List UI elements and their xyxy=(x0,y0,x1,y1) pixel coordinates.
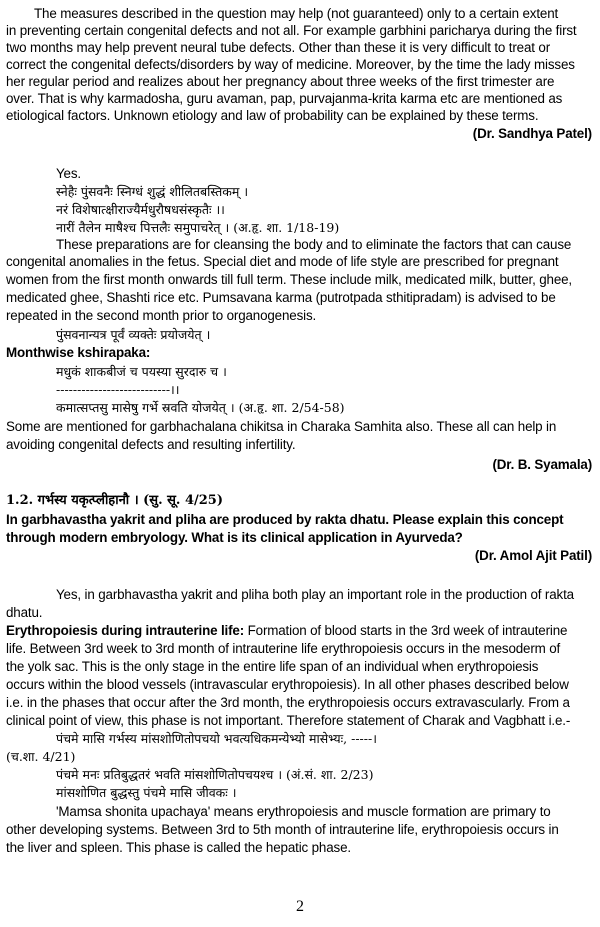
answer-line: The measures described in the question may help (not guaranteed) only to a certain extent xyxy=(34,6,559,21)
sanskrit-verse: मधुकं शाकबीजं च पयस्या सुरदारु च । xyxy=(56,364,227,379)
page-number: 2 xyxy=(296,898,304,915)
answer-line: These preparations are for cleansing the body and to eliminate the factors that can cause xyxy=(56,237,572,252)
answer-line: clinical point of view, this phase is not important. Therefore statement of Charak and Vagbhatt i.e.- xyxy=(6,713,571,728)
answer-line: the yolk sac. This is the only stage in the entire life span of an individual when erythropoiesis xyxy=(6,659,539,674)
sanskrit-verse: पंचमे मासि गर्भस्य मांसशोणितोपचयो भवत्यधिकमन्येभ्यो मासेभ्यः, -----। xyxy=(56,731,377,746)
sanskrit-verse: नारीं तैलेन माषैश्च पित्तलैः समुपाचरेत् । (अ.हृ. शा. 1/18-19) xyxy=(56,220,340,235)
answer-line: occurs within the blood vessels (intravascular erythropoiesis). In all other phases described below xyxy=(6,677,569,692)
answer-line: 'Mamsa shonita upachaya' means erythropoiesis and muscle formation are primary to xyxy=(56,804,551,819)
answer-line: over. That is why karmadosha, guru avaman, pap, purvajanma-krita karma etc are mentioned as xyxy=(6,91,563,106)
subheading: Monthwise kshirapaka: xyxy=(6,345,151,360)
answer-line: medicated ghee, Shashti rice etc. Pumsavana karma (putrotpada sthitipradam) is advised to be xyxy=(6,290,556,305)
sanskrit-verse: (च.शा. 4/21) xyxy=(6,749,76,764)
inline-bold-heading: Erythropoiesis during intrauterine life: xyxy=(6,623,245,638)
answer-line: etiological factors. Unknown etiology and law of probability can be explained by these terms. xyxy=(6,108,539,123)
sanskrit-verse: कमात्सप्तसु मासेषु गर्भे स्रवति योजयेत् । (अ.हृ. शा. 2/54-58) xyxy=(56,400,345,415)
question-heading: 1.2. गर्भस्य यकृत्प्लीहानौ । (सु. सू. 4/25) xyxy=(6,493,224,508)
answer-line: Yes. xyxy=(56,166,81,181)
answer-line: i.e. in the phases that occur after the 3rd month, the erythropoiesis occurs extravascularly. From a xyxy=(6,695,570,710)
answer-line: congenital anomalies in the fetus. Special diet and mode of life style are prescribed for pregnant xyxy=(6,254,559,269)
answer-line xyxy=(6,623,567,639)
answer-line: Yes, in garbhavastha yakrit and pliha both play an important role in the production of rakta xyxy=(56,587,574,602)
answer-line: repeated in the second month prior to organogenesis. xyxy=(6,308,317,323)
author-attribution: (Dr. B. Syamala) xyxy=(492,457,592,472)
answer-line: life. Between 3rd week to 3rd month of intrauterine life erythropoiesis occurs in the mesoderm of xyxy=(6,641,561,656)
answer-line: avoiding congenital defects and resulting infertility. xyxy=(6,437,296,452)
inline-text: Formation of blood starts in the 3rd week of intrauterine xyxy=(244,623,568,638)
sanskrit-verse: स्नेहैः पुंसवनैः स्निग्धं शुद्धं शीलितबस्तिकम् । xyxy=(56,184,249,199)
answer-line: correct the congenital defects/disorders by way of medicine. Moreover, by the time the lady misses xyxy=(6,57,575,72)
question-text: In garbhavastha yakrit and pliha are produced by rakta dhatu. Please explain this concept xyxy=(6,512,564,527)
answer-line: in preventing certain congenital defects and not all. For example garbhini paricharya during the first xyxy=(6,23,577,38)
author-attribution: (Dr. Sandhya Patel) xyxy=(472,126,592,141)
sanskrit-verse: मांसशोणित बुद्धस्तु पंचमे मासि जीवकः । xyxy=(56,785,237,800)
answer-line: dhatu. xyxy=(6,605,43,620)
sanskrit-verse: पंचमे मनः प्रतिबुद्धतरं भवति मांसशोणितोपचयश्च । (अं.सं. शा. 2/23) xyxy=(56,767,374,782)
sanskrit-verse: नरं विशेषात्क्षीराज्यैर्मधुरौषधसंस्कृतैः ।। xyxy=(56,202,225,217)
sanskrit-verse: पुंसवनान्यत्र पूर्वं व्यक्तेः प्रयोजयेत् । xyxy=(56,327,211,342)
answer-line: other developing systems. Between 3rd to 5th month of intrauterine life, erythropoiesis occurs in xyxy=(6,822,559,837)
answer-line: women from the first month onwards till full term. These include milk, medicated milk, butter, ghee, xyxy=(6,272,572,287)
question-text: through modern embryology. What is its clinical application in Ayurveda? xyxy=(6,530,463,545)
author-attribution: (Dr. Amol Ajit Patil) xyxy=(474,548,592,563)
answer-line: her regular period and realizes about her pregnancy about three weeks of the first trimester are xyxy=(6,74,555,89)
answer-line: Some are mentioned for garbhachalana chikitsa in Charaka Samhita also. These all can help in xyxy=(6,419,557,434)
answer-line: the liver and spleen. This phase is called the hepatic phase. xyxy=(6,840,351,855)
sanskrit-verse: ---------------------------।। xyxy=(56,382,180,397)
answer-line: two months may help prevent neural tube defects. Other than these it is very difficult to treat or xyxy=(6,40,551,55)
